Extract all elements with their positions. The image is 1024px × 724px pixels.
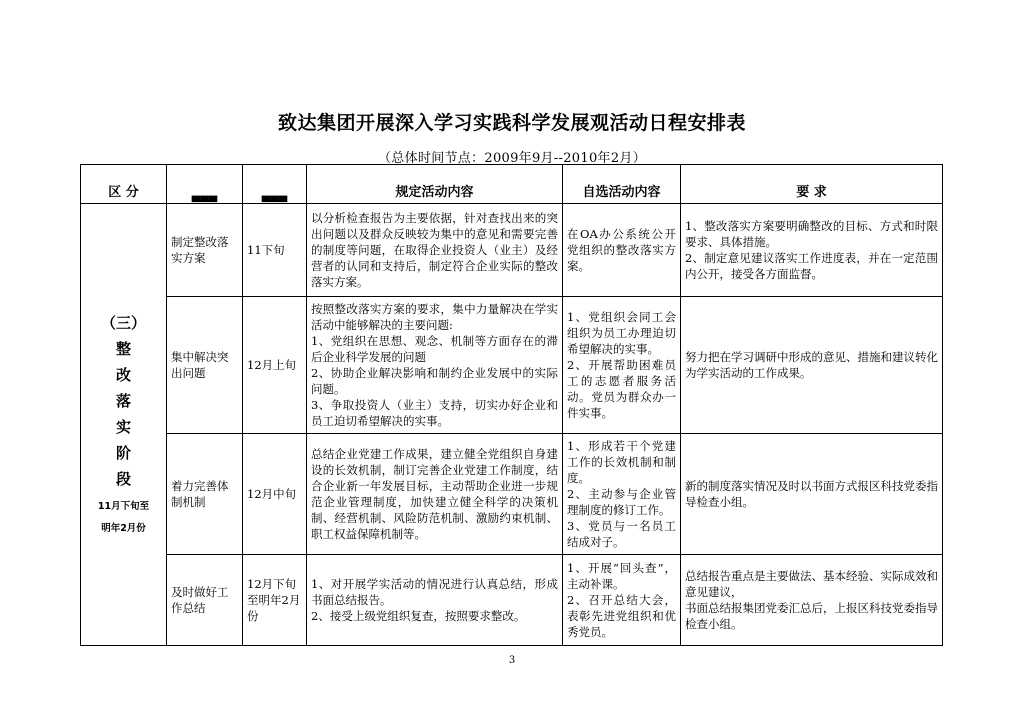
header-required: 规定活动内容 [307, 165, 563, 204]
header-time: ▀▀▀ [243, 165, 307, 204]
table-row [81, 204, 943, 297]
table-header-row [81, 165, 943, 204]
item-cell: 制定整改落实方案 [167, 204, 243, 297]
header-demand: 要 求 [681, 165, 943, 204]
document-subtitle: （总体时间节点：2009年9月--2010年2月） [378, 151, 646, 166]
stage-name [85, 310, 162, 492]
table-row [81, 555, 943, 646]
required-cell: 以分析检查报告为主要依据，针对查找出来的突出问题以及群众反映较为集中的意见和需要完善的制度等问题，在取得企业投资人（业主）及经营者的认同和支持后，制定符合企业实际的整改落实方案。 [307, 204, 563, 297]
stage-time [85, 496, 162, 540]
stage-name-line: 段 [115, 469, 131, 488]
header-item: ▀▀▀ [167, 165, 243, 204]
required-cell: 总结企业党建工作成果，建立健全党组织自身建设的长效机制，制订完善企业党建工作制度，结合企业新一年发展目标，主动帮助企业进一步规范企业管理制度，加快建立健全科学的决策机制、经营机制、风险防范机制、激励约束机制、职工权益保障机制等。 [307, 434, 563, 555]
optional-cell: 在OA办公系统公开党组织的整改落实方案。 [563, 204, 681, 297]
stage-time-line: 明年2月份 [101, 522, 146, 534]
item-cell: 集中解决突出问题 [167, 297, 243, 434]
optional-cell: 1、党组织会同工会组织为员工办理迫切希望解决的实事。 2、开展帮助困难员工的志愿者服务活动。党员为群众办一件实事。 [563, 297, 681, 434]
table-row [81, 434, 943, 555]
optional-cell: 1、形成若干个党建工作的长效机制和制度。 2、主动参与企业管理制度的修订工作。 3、党员与一名员工结成对子。 [563, 434, 681, 555]
demand-cell: 新的制度落实情况及时以书面方式报区科技党委指导检查小组。 [681, 434, 943, 555]
header-optional: 自选活动内容 [563, 165, 681, 204]
required-cell: 1、对开展学实活动的情况进行认真总结，形成书面总结报告。 2、接受上级党组织复查，按照要求整改。 [307, 555, 563, 646]
demand-cell: 总结报告重点是主要做法、基本经验、实际成效和意见建议， 书面总结报集团党委汇总后，上报区科技党委指导检查小组。 [681, 555, 943, 646]
item-cell: 着力完善体制机制 [167, 434, 243, 555]
stage-name-line: 落 [115, 391, 131, 410]
page-number: 3 [508, 655, 516, 666]
stage-name-line: 阶 [115, 443, 131, 462]
item-cell: 及时做好工作总结 [167, 555, 243, 646]
time-cell: 12月下旬至明年2月份 [243, 555, 307, 646]
stage-cell [81, 204, 167, 646]
table-row [81, 297, 943, 434]
stage-name-line: 整 [115, 339, 131, 358]
time-cell: 11下旬 [243, 204, 307, 297]
time-cell: 12月上旬 [243, 297, 307, 434]
demand-cell: 1、整改落实方案要明确整改的目标、方式和时限要求、具体措施。 2、制定意见建议落实工作进度表，并在一定范围内公开，接受各方面监督。 [681, 204, 943, 297]
stage-name-line: 实 [115, 417, 131, 436]
demand-cell: 努力把在学习调研中形成的意见、措施和建议转化为学实活动的工作成果。 [681, 297, 943, 434]
time-cell: 12月中旬 [243, 434, 307, 555]
stage-name-line: 改 [115, 365, 131, 384]
stage-time-line: 11月下旬至 [97, 500, 150, 512]
header-stage: 区 分 [81, 165, 167, 204]
stage-name-line: （三） [100, 313, 146, 332]
schedule-table [80, 164, 943, 646]
document-title: 致达集团开展深入学习实践科学发展观活动日程安排表 [277, 112, 746, 134]
optional-cell: 1、开展“回头查”，主动补课。 2、召开总结大会，表彰先进党组织和优秀党员。 [563, 555, 681, 646]
required-cell: 按照整改落实方案的要求，集中力量解决在学实活动中能够解决的主要问题: 1、党组织在思想、观念、机制等方面存在的滞后企业科学发展的问题 2、协助企业解决影响和制约企业发展中的实际问题。 3、争取投资人（业主）支持，切实办好企业和员工迫切希望解决的实事。 [307, 297, 563, 434]
